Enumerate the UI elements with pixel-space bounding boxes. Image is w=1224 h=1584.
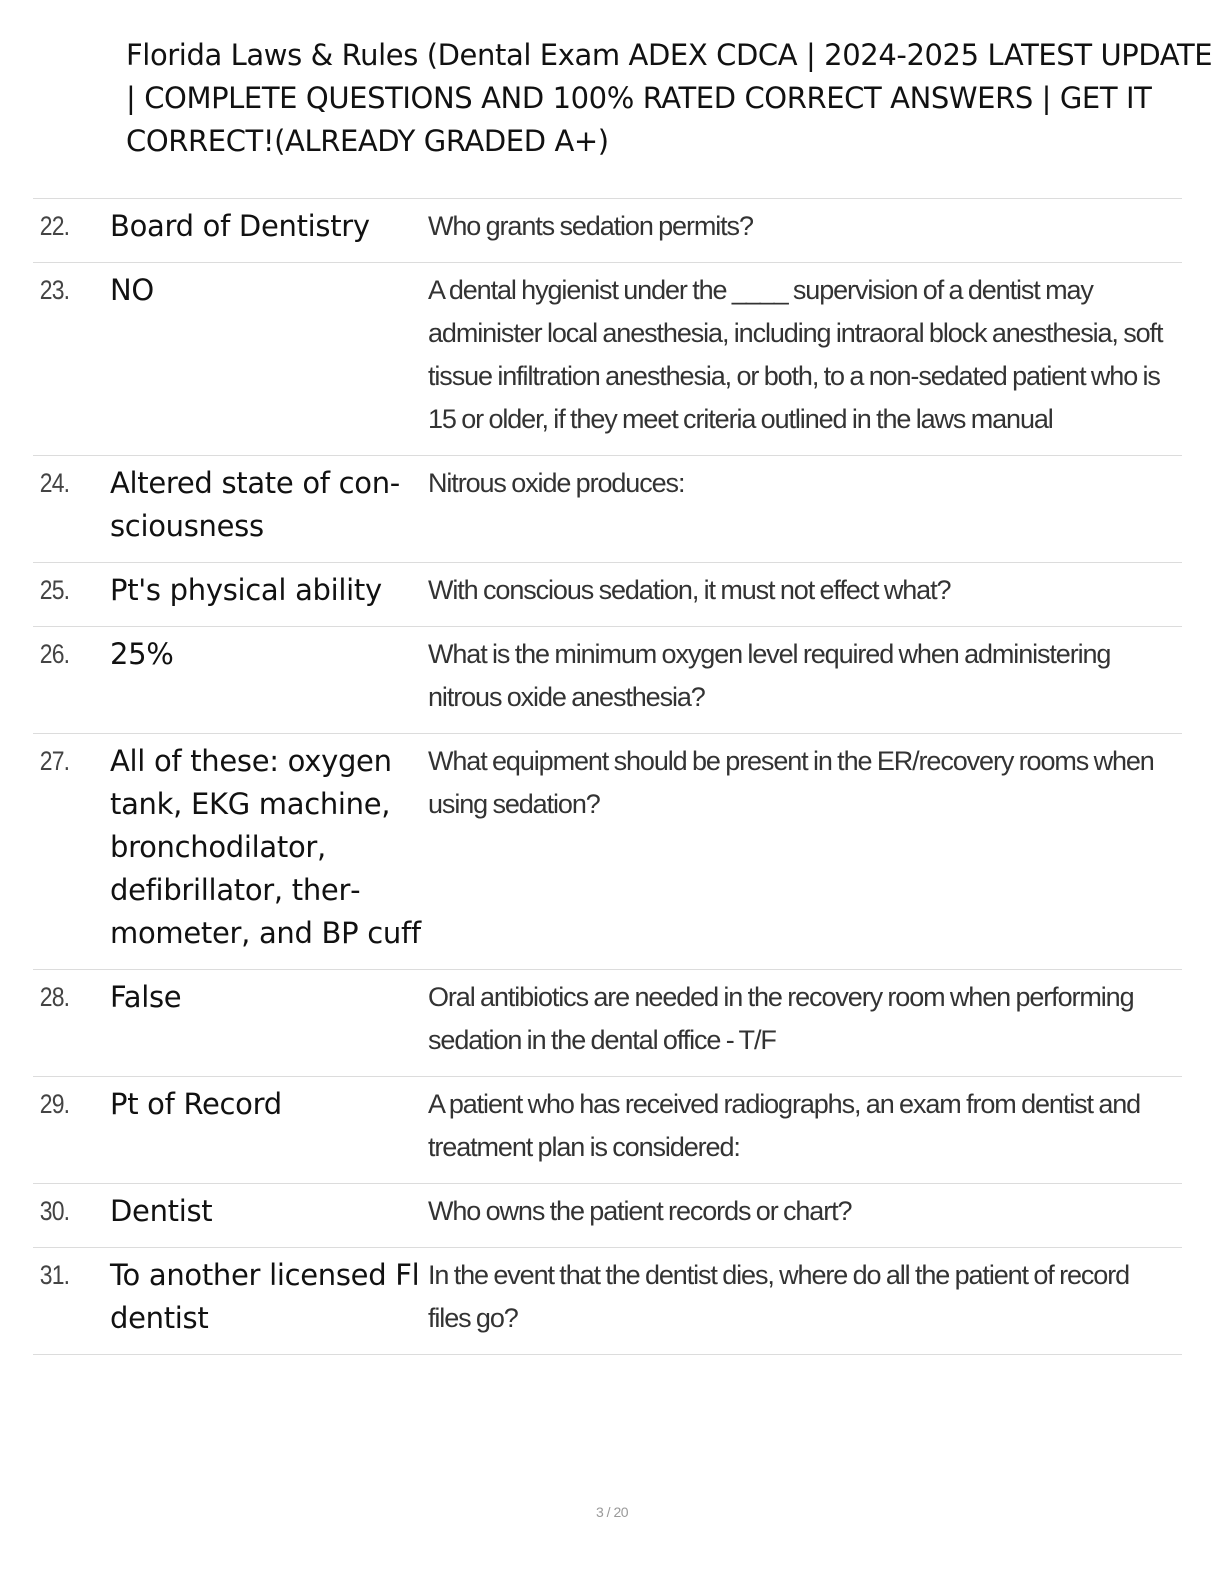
card-term: All of these: oxygen tank, EKG machine, bronchodilator, defibrillator, thermometer, and BP cuff bbox=[110, 744, 421, 950]
flashcard-row bbox=[33, 1077, 1182, 1184]
page-indicator: 3 / 20 bbox=[595, 1504, 629, 1520]
card-term: Dentist bbox=[110, 1194, 213, 1228]
card-number: 25. bbox=[39, 575, 70, 605]
card-term: Pt's physical ability bbox=[110, 573, 382, 607]
document-title: Florida Laws & Rules (Dental Exam ADEX CDCA | 2024-2025 LATEST UPDATE | COMPLETE QUESTIONS AND 100% RATED CORRECT ANSWERS | GET IT CORRECT!(ALREADY GRADED A+) bbox=[126, 38, 1213, 158]
card-definition: What is the minimum oxygen level required when administering nitrous oxide anesthesia? bbox=[428, 639, 1111, 712]
card-definition: Who owns the patient records or chart? bbox=[428, 1196, 852, 1226]
card-term: To another licensed Fl dentist bbox=[110, 1258, 420, 1335]
card-term: NO bbox=[110, 273, 154, 307]
card-term: 25% bbox=[110, 637, 174, 671]
card-number: 29. bbox=[39, 1089, 70, 1119]
card-number: 24. bbox=[39, 468, 70, 498]
card-term: Altered state of consciousness bbox=[110, 466, 401, 543]
card-number: 27. bbox=[39, 746, 70, 776]
card-number: 28. bbox=[39, 982, 70, 1012]
card-definition: A patient who has received radiographs, an exam from dentist and treatment plan is considered: bbox=[428, 1089, 1141, 1162]
flashcard-row bbox=[33, 734, 1182, 970]
flashcard-row bbox=[33, 1184, 1182, 1248]
flashcard-row bbox=[33, 263, 1182, 456]
flashcard-row bbox=[33, 627, 1182, 734]
flashcard-row bbox=[33, 1248, 1182, 1355]
card-definition: In the event that the dentist dies, where do all the patient of record files go? bbox=[428, 1260, 1130, 1333]
flashcard-list bbox=[33, 198, 1182, 1355]
card-definition: Nitrous oxide produces: bbox=[428, 468, 685, 498]
card-number: 30. bbox=[39, 1196, 70, 1226]
card-definition: A dental hygienist under the ____ supervision of a dentist may administer local anesthesia, including intraoral block anesthesia, soft tissue infiltration anesthesia, or both, to a non-sedated patient who is 15 or older, if they meet criteria outlined in the laws manual bbox=[428, 275, 1163, 434]
card-number: 22. bbox=[39, 211, 70, 241]
card-definition: Oral antibiotics are needed in the recovery room when performing sedation in the dental office - T/F bbox=[428, 982, 1134, 1055]
card-definition: What equipment should be present in the ER/recovery rooms when using sedation? bbox=[428, 746, 1154, 819]
card-term: Board of Dentistry bbox=[110, 209, 370, 243]
card-term: False bbox=[110, 980, 182, 1014]
flashcard-row bbox=[33, 199, 1182, 263]
card-definition: With conscious sedation, it must not effect what? bbox=[428, 575, 951, 605]
flashcard-row bbox=[33, 970, 1182, 1077]
card-number: 26. bbox=[39, 639, 70, 669]
card-number: 23. bbox=[39, 275, 70, 305]
card-number: 31. bbox=[39, 1260, 70, 1290]
card-definition: Who grants sedation permits? bbox=[428, 211, 753, 241]
flashcard-row bbox=[33, 563, 1182, 627]
card-term: Pt of Record bbox=[110, 1087, 282, 1121]
flashcard-row bbox=[33, 456, 1182, 563]
